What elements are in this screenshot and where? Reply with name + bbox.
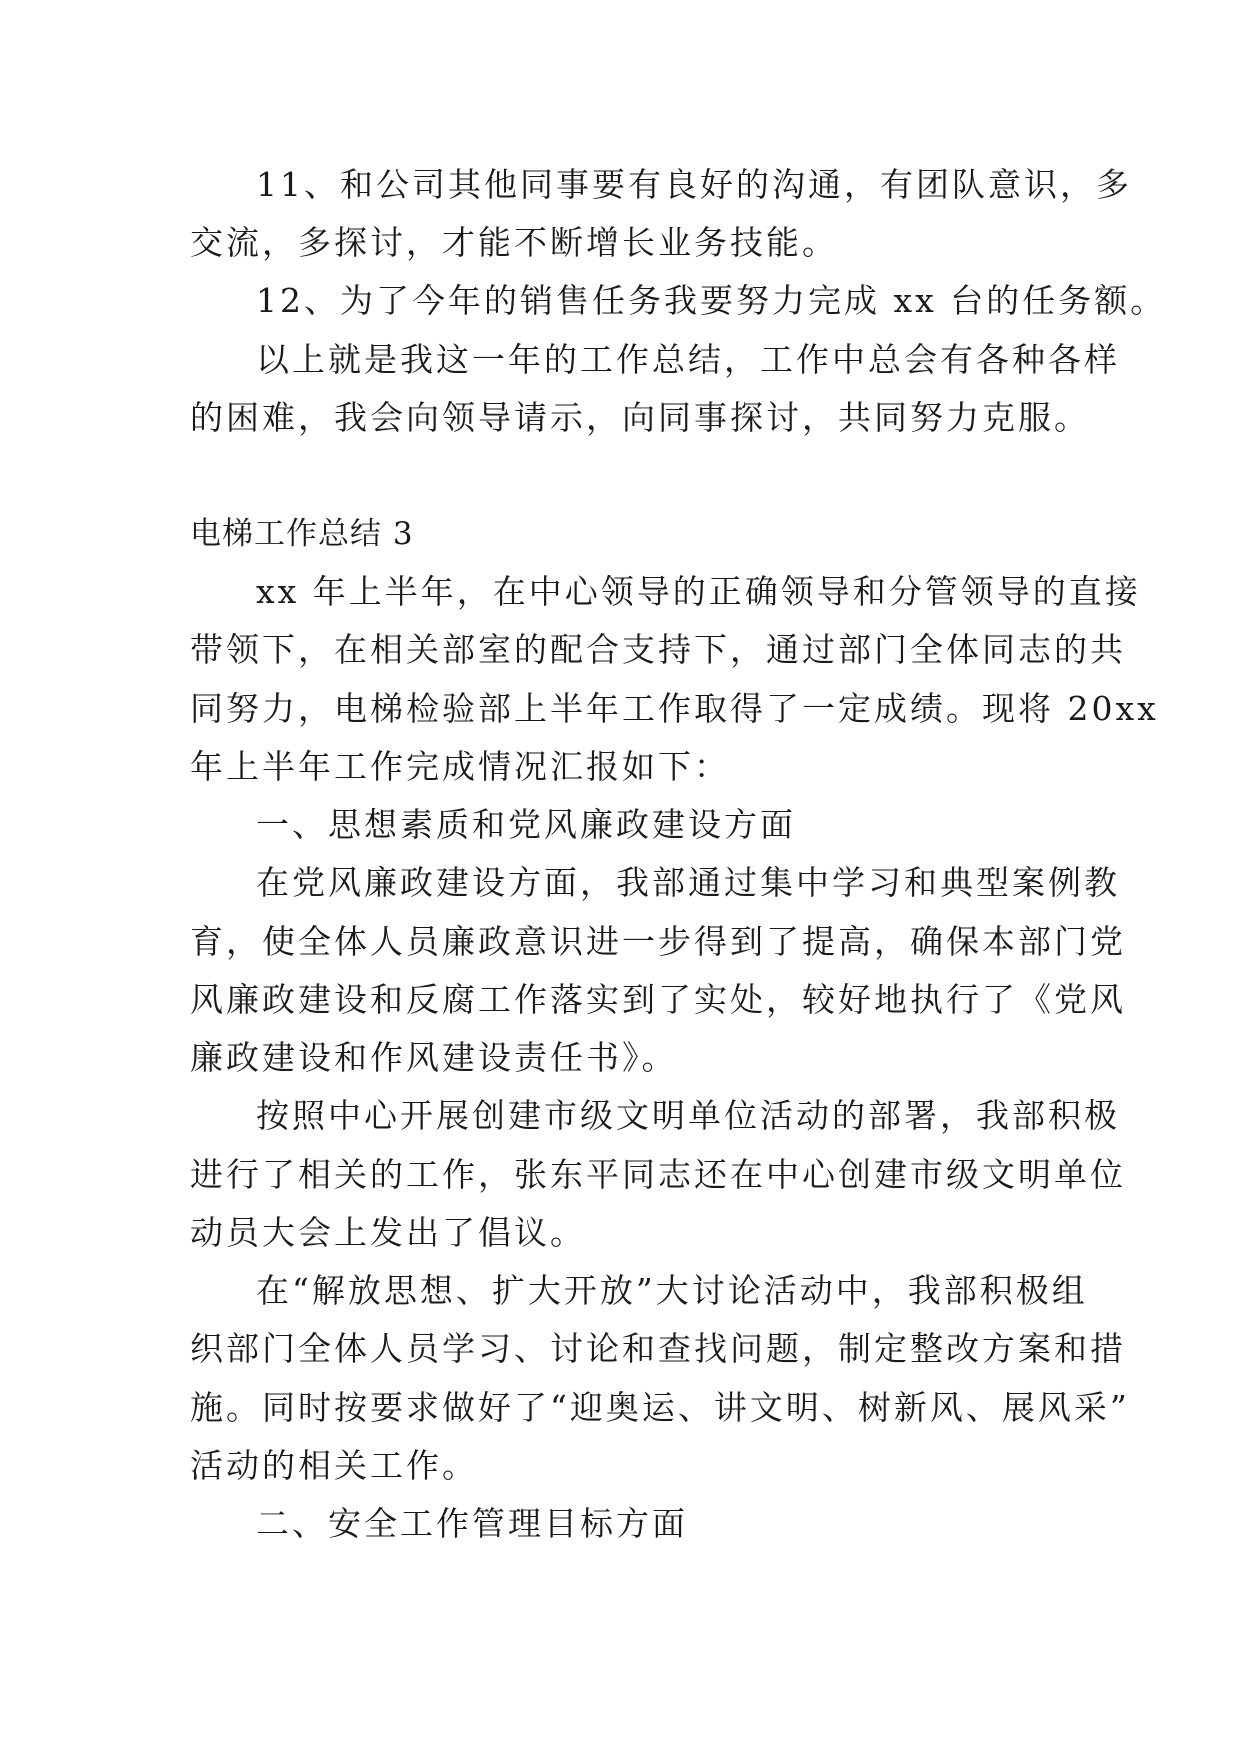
- paragraph-line: 进行了相关的工作，张东平同志还在中心创建市级文明单位: [190, 1155, 1126, 1194]
- subsection-heading: 二、安全工作管理目标方面: [256, 1504, 688, 1543]
- paragraph-line: 按照中心开展创建市级文明单位活动的部署，我部积极: [256, 1096, 1120, 1135]
- subsection-heading: 一、思想素质和党风廉政建设方面: [256, 805, 796, 844]
- paragraph-line: 12、为了今年的销售任务我要努力完成 xx 台的任务额。: [256, 281, 1167, 320]
- paragraph-line: xx 年上半年，在中心领导的正确领导和分管领导的直接: [256, 572, 1141, 611]
- paragraph-line: 廉政建设和作风建设责任书》。: [190, 1038, 678, 1077]
- paragraph-line: 的困难，我会向领导请示，向同事探讨，共同努力克服。: [190, 398, 1090, 437]
- paragraph-line: 施。同时按要求做好了“迎奥运、讲文明、树新风、展风采”: [190, 1388, 1130, 1427]
- paragraph-line: 同努力，电梯检验部上半年工作取得了一定成绩。现将 20xx: [190, 689, 1159, 728]
- paragraph-line: 风廉政建设和反腐工作落实到了实处，较好地执行了《党风: [190, 980, 1126, 1019]
- paragraph-line: 11、和公司其他同事要有良好的沟通，有团队意识，多: [256, 165, 1132, 204]
- paragraph-line: 以上就是我这一年的工作总结，工作中总会有各种各样: [256, 340, 1120, 379]
- paragraph-line: 带领下，在相关部室的配合支持下，通过部门全体同志的共: [190, 630, 1126, 669]
- paragraph-line: 在党风廉政建设方面，我部通过集中学习和典型案例教: [256, 863, 1120, 902]
- paragraph-line: 年上半年工作完成情况汇报如下：: [190, 747, 730, 786]
- paragraph-line: 织部门全体人员学习、讨论和查找问题，制定整改方案和措: [190, 1329, 1126, 1368]
- paragraph-line: 在“解放思想、扩大开放”大讨论活动中，我部积极组: [256, 1271, 1088, 1310]
- section-heading: 电梯工作总结 3: [190, 516, 414, 552]
- paragraph-line: 育，使全体人员廉政意识进一步得到了提高，确保本部门党: [190, 922, 1126, 961]
- paragraph-line: 动员大会上发出了倡议。: [190, 1213, 586, 1252]
- paragraph-line: 交流，多探讨，才能不断增长业务技能。: [190, 223, 838, 262]
- paragraph-line: 活动的相关工作。: [190, 1446, 478, 1485]
